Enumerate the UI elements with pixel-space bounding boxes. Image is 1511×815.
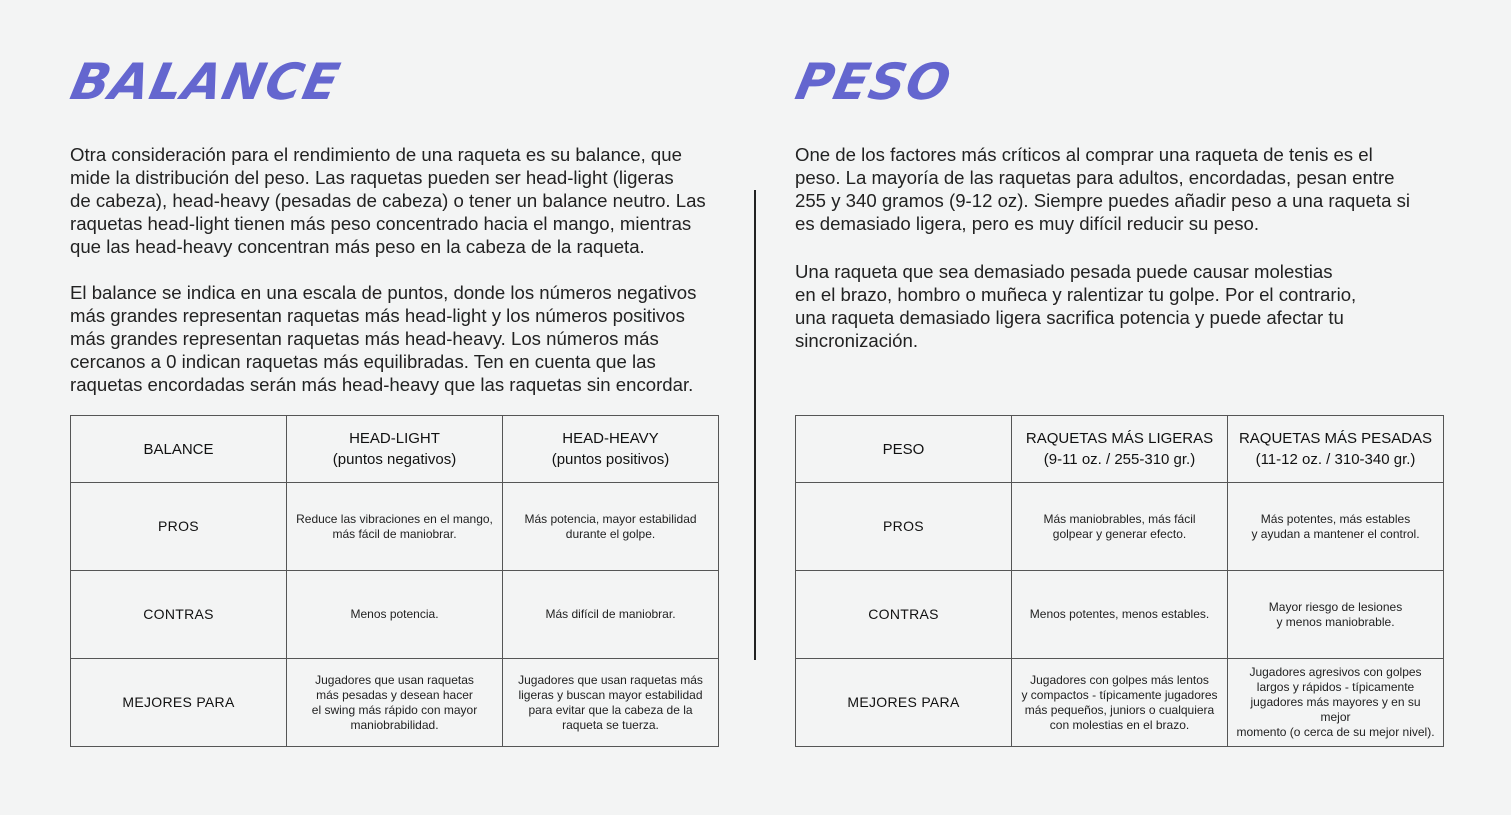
table-header-cell: RAQUETAS MÁS PESADAS (11-12 oz. / 310-340 gr.) — [1228, 416, 1444, 483]
table-cell: Jugadores que usan raquetas más pesadas y desean hacer el swing más rápido con mayor maniobrabilidad. — [287, 659, 503, 747]
table-row — [796, 483, 1444, 571]
table-cell: Más potentes, más estables y ayudan a mantener el control. — [1228, 483, 1444, 571]
balance-table — [70, 415, 719, 747]
table-row — [796, 571, 1444, 659]
peso-table — [795, 415, 1444, 747]
table-row — [71, 659, 719, 747]
table-row — [71, 571, 719, 659]
peso-heading: PESO — [790, 53, 957, 111]
row-label: PROS — [71, 483, 287, 571]
row-label: CONTRAS — [796, 571, 1012, 659]
table-cell: Mayor riesgo de lesiones y menos maniobrable. — [1228, 571, 1444, 659]
column-divider — [754, 190, 756, 660]
balance-paragraph-2: El balance se indica en una escala de puntos, donde los números negativos más grandes representan raquetas más head-light y los números positivos más grandes representan raquetas más head-heavy. Los números más cercanos a 0 indican raquetas más equilibradas. Ten en cuenta que las raquetas encordadas serán más head-heavy que las raquetas sin encordar. — [70, 282, 697, 395]
table-header-cell: BALANCE — [71, 416, 287, 483]
row-label: MEJORES PARA — [71, 659, 287, 747]
row-label: MEJORES PARA — [796, 659, 1012, 747]
table-header-row — [71, 416, 719, 483]
table-header-row — [796, 416, 1444, 483]
table-cell: Menos potentes, menos estables. — [1012, 571, 1228, 659]
table-header-cell: PESO — [796, 416, 1012, 483]
table-cell: Más difícil de maniobrar. — [503, 571, 719, 659]
table-header-cell: RAQUETAS MÁS LIGERAS (9-11 oz. / 255-310 gr.) — [1012, 416, 1228, 483]
balance-paragraph-1: Otra consideración para el rendimiento de una raqueta es su balance, que mide la distribución del peso. Las raquetas pueden ser head-light (ligeras de cabeza), head-heavy (pesadas de cabeza) o tener un balance neutro. Las raquetas head-light tienen más peso concentrado hacia el mango, mientras que las head-heavy concentran más peso en la cabeza de la raqueta. — [70, 144, 706, 257]
table-cell: Jugadores agresivos con golpes largos y rápidos - típicamente jugadores más mayores y en su mejor momento (o cerca de su mejor nivel). — [1228, 659, 1444, 747]
table-cell: Más potencia, mayor estabilidad durante el golpe. — [503, 483, 719, 571]
peso-paragraph-2: Una raqueta que sea demasiado pesada puede causar molestias en el brazo, hombro o muñeca y ralentizar tu golpe. Por el contrario, una raqueta demasiado ligera sacrifica potencia y puede afectar tu sincronización. — [795, 261, 1357, 351]
table-cell: Jugadores con golpes más lentos y compactos - típicamente jugadores más pequeños, juniors o cualquiera con molestias en el brazo. — [1012, 659, 1228, 747]
table-header-cell: HEAD-HEAVY (puntos positivos) — [503, 416, 719, 483]
table-row — [796, 659, 1444, 747]
table-row — [71, 483, 719, 571]
table-cell: Menos potencia. — [287, 571, 503, 659]
table-cell: Reduce las vibraciones en el mango, más fácil de maniobrar. — [287, 483, 503, 571]
row-label: PROS — [796, 483, 1012, 571]
table-cell: Jugadores que usan raquetas más ligeras y buscan mayor estabilidad para evitar que la cabeza de la raqueta se tuerza. — [503, 659, 719, 747]
table-header-cell: HEAD-LIGHT (puntos negativos) — [287, 416, 503, 483]
balance-heading: BALANCE — [65, 53, 346, 111]
row-label: CONTRAS — [71, 571, 287, 659]
table-cell: Más maniobrables, más fácil golpear y generar efecto. — [1012, 483, 1228, 571]
peso-paragraph-1: One de los factores más críticos al comprar una raqueta de tenis es el peso. La mayoría de las raquetas para adultos, encordadas, pesan entre 255 y 340 gramos (9-12 oz). Siempre puedes añadir peso a una raqueta si es demasiado ligera, pero es muy difícil reducir su peso. — [795, 144, 1411, 234]
